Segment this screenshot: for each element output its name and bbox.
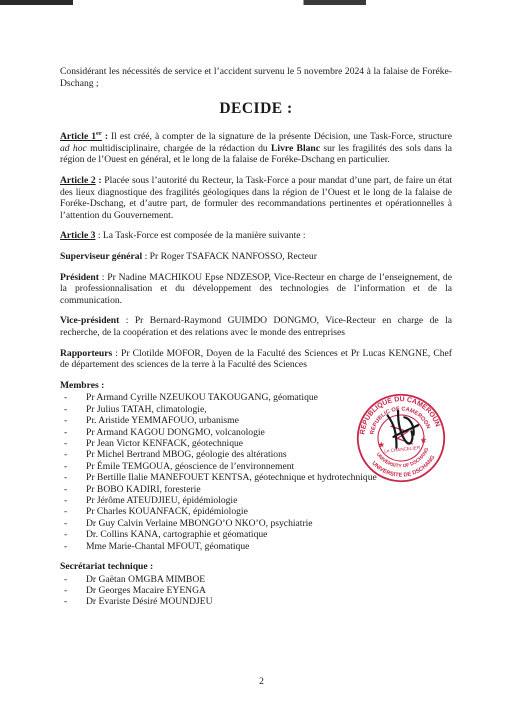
list-item: - Pr Michel Bertrand MBOG, géologie des altérations xyxy=(60,449,452,460)
seal-ring-top-en: REPUBLIC OF CAMEROON xyxy=(369,406,431,436)
rapporteurs: Rapporteurs : Pr Clotilde MOFOR, Doyen de la Faculté des Sciences et Pr Lucas KENGNE, Chef de département des sciences de la terre à la Faculté des Sciences xyxy=(60,347,452,371)
list-item: - Pr Charles KOUANFACK, épidémiologie xyxy=(60,506,452,517)
list-item: - Pr Bertille Ilalie MANEFOUET KENTSA, géotechnique et hydrotechnique xyxy=(60,472,452,483)
article-3: Article 3 : La Task-Force est composée de la manière suivante : xyxy=(60,230,306,242)
scan-artifact-strip xyxy=(0,0,523,5)
list-item: - Pr Jérôme ATEUDJIEU, épidémiologie xyxy=(60,495,452,506)
list-item: - Mme Marie-Chantal MFOUT, géomatique xyxy=(60,541,452,552)
vice-president: Vice-président : Pr Bernard-Raymond GUIMDO DONGMO, Vice-Recteur en charge de la recherche, de la coopération et des relations avec le monde des entreprises xyxy=(60,315,452,338)
superviseur-general: Superviseur général : Pr Roger TSAFACK NANFOSSO, Recteur xyxy=(60,250,317,262)
list-item: - Pr Émile TEMGOUA, géoscience de l’environnement xyxy=(60,461,452,472)
star-icon: ★ xyxy=(419,435,428,446)
article-1: Article 1er : Il est créé, à compter de la signature de la présente Décision, une Task-Force, structure ad hoc multidisciplinaire, chargée de la rédaction du Livre Blanc sur les fragilités des sols dans la région de l’Ouest en général, et le long de la falaise de Foréke-Dschang en particulier. xyxy=(60,130,452,166)
list-item: - Dr Gaëtan OMGBA MIMBOE xyxy=(60,574,452,585)
list-item: - Pr BOBO KADIRI, foresterie xyxy=(60,484,452,495)
list-item: - Dr Guy Calvin Verlaine MBONGO’O NKO’O, psychiatrie xyxy=(60,518,452,529)
official-seal-stamp xyxy=(350,387,451,488)
decide-heading: DECIDE : xyxy=(219,100,293,118)
seal-ring-bottom: UNIVERSITE DE DSCHANG xyxy=(370,454,437,479)
article-2: Article 2 : Placée sous l’autorité du Recteur, la Task-Force a pour mandat d’une part, de faire un état des lieux diagnostique des fragilités géologiques dans la région de l’Ouest et le long de la falaise de Foréke-Dschang, et d’autre part, de formuler des recommandations pertinentes et opérationnelles à l’attention du Gouvernement. xyxy=(60,174,452,221)
document-body xyxy=(60,66,452,617)
article-3-label: Article 3 xyxy=(60,230,96,242)
members-title: Membres : xyxy=(60,379,105,391)
list-item: - Pr Jean Victor KENFACK, géotechnique xyxy=(60,438,452,449)
list-item: - Pr. Aristide YEMMAFOUO, urbanisme xyxy=(60,415,452,426)
star-icon: ★ xyxy=(377,440,386,450)
secretariat-title: Secrétariat technique : xyxy=(60,560,154,572)
list-item: - Dr Evariste Désiré MOUNDJEU xyxy=(60,596,452,607)
president: Président : Pr Nadine MACHIKOU Epse NDZESOP, Vice-Recteur en charge de l’enseignement, de la professionnalisation et du développement des technologies de l’information et de la communication. xyxy=(60,271,452,306)
seal-center-text: Le CHANCELIER xyxy=(384,444,421,454)
list-item: - Dr Georges Macaire EYENGA xyxy=(60,585,452,596)
list-item: - Pr Armand KAGOU DONGMO, volcanologie xyxy=(60,427,452,438)
list-item: - Dr. Collins KANA, cartographie et géomatique xyxy=(60,529,452,540)
intro-paragraph: Considérant les nécessités de service et l’accident survenu le 5 novembre 2024 à la falaise de Foréke-Dschang ; xyxy=(60,66,452,89)
seal-ring-top: REPUBLIQUE DU CAMEROUN xyxy=(359,396,441,436)
article-1-label: Article 1er xyxy=(60,130,102,143)
page-number: 2 xyxy=(259,676,264,687)
list-item: - Pr Julius TATAH, climatologie, xyxy=(60,404,452,415)
article-2-label: Article 2 xyxy=(60,174,96,186)
secretariat-list xyxy=(60,574,452,608)
seal-ring-bottom-en: UNIVERSITY OF DSCHANG xyxy=(374,447,431,470)
list-item: - Pr Armand Cyrille NZEUKOU TAKOUGANG, géomatique xyxy=(60,392,452,403)
